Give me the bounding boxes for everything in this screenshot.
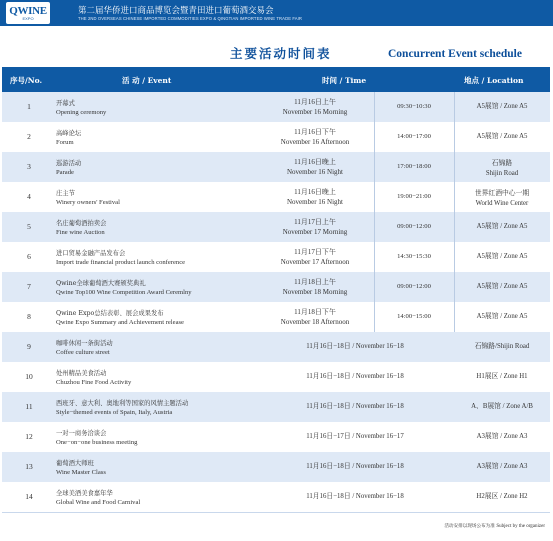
event-date-cn: 11月18日上午 [294, 278, 336, 286]
row-number: 7 [27, 282, 31, 291]
location-cell [454, 122, 550, 152]
row-number: 2 [27, 132, 31, 141]
date-cell [256, 278, 374, 297]
event-date-en: November 18 Morning [282, 287, 348, 296]
event-name-cn: 名庄葡萄酒拍卖会 [56, 220, 107, 227]
event-name-en: Style−themed events of Spain, Italy, Austria [56, 409, 173, 416]
event-name-cn: 开幕式 [56, 100, 75, 107]
location-divider [454, 92, 455, 332]
qwine-logo [6, 2, 50, 24]
event-date-range: 11月16日−18日 / November 16−18 [306, 493, 404, 500]
event-cell [56, 309, 256, 327]
event-cell [56, 99, 256, 117]
page-title-en: Concurrent Event schedule [388, 48, 522, 60]
event-name-cn: Qwine Expo总结表彰、展会成果发布 [56, 310, 164, 317]
event-cell [56, 339, 256, 357]
location-cell [454, 332, 550, 362]
location-cell [454, 392, 550, 422]
event-cell [56, 489, 256, 507]
event-date-cn: 11月18日下午 [294, 308, 336, 316]
event-name-en: Coffee culture street [56, 349, 110, 356]
row-number: 12 [25, 432, 33, 441]
time-divider [374, 92, 375, 332]
event-time: 09:00−12:00 [397, 223, 431, 230]
location-cell [454, 152, 550, 182]
row-number: 4 [27, 192, 31, 201]
event-location: A、B展馆 / Zone A/B [471, 403, 533, 410]
event-name-en: Wine Master Class [56, 469, 106, 476]
event-location: A5展馆 / Zone A5 [476, 133, 528, 140]
event-location: A5展馆 / Zone A5 [476, 103, 528, 110]
table-row [2, 242, 550, 272]
table-row [2, 272, 550, 302]
location-cell [454, 422, 550, 452]
row-number: 5 [27, 222, 31, 231]
footer-note [444, 523, 545, 529]
date-cell [256, 218, 374, 237]
event-location-en: Shijin Road [485, 169, 519, 177]
row-number: 6 [27, 252, 31, 261]
event-date-range: 11月16日−17日 / November 16−17 [306, 433, 404, 440]
event-name-cn: 高峰论坛 [56, 130, 82, 137]
row-number: 13 [25, 462, 33, 471]
location-cell [454, 272, 550, 302]
event-date-en: November 18 Afternoon [280, 317, 350, 326]
event-date-en: November 17 Morning [282, 227, 348, 236]
event-cell [56, 219, 256, 237]
header-time: 时间 / Time [322, 76, 367, 85]
event-time: 17:00−18:00 [397, 163, 431, 170]
event-location: H2展区 / Zone H2 [476, 493, 528, 500]
event-date-range: 11月16日−18日 / November 16−18 [306, 403, 404, 410]
date-cell [256, 188, 374, 207]
row-number: 14 [25, 492, 33, 501]
event-cell [56, 129, 256, 147]
table-row [2, 122, 550, 152]
row-number: 1 [27, 102, 31, 111]
footer-note-en: Subject by the organizer [496, 524, 545, 529]
banner-title-en: THE 2ND OVERSEAS CHINESE IMPORTED COMMODITIES EXPO & QINGTIAN IMPORTED WINE TRADE FAIR [78, 16, 303, 21]
row-divider [2, 512, 550, 513]
event-date-range: 11月16日−18日 / November 16−18 [306, 373, 404, 380]
event-location-cn: 石锦路 [491, 160, 513, 167]
event-name-en: Global Wine and Food Carnival [56, 499, 141, 506]
date-cell [256, 98, 374, 117]
header-location: 地点 / Location [464, 76, 524, 85]
location-cell [454, 452, 550, 482]
row-number: 8 [27, 312, 31, 321]
table-row [2, 152, 550, 182]
header-no: 序号/No. [10, 76, 43, 85]
page-title-cn: 主要活动时间表 [230, 46, 332, 61]
event-name-en: Opening ceremony [56, 109, 107, 116]
location-cell [454, 482, 550, 512]
row-number: 11 [25, 402, 33, 411]
event-date-en: November 16 Afternoon [280, 137, 350, 146]
event-date-cn: 11月16日晚上 [294, 158, 336, 166]
event-schedule-table [2, 67, 550, 515]
event-name-cn: 全球美酒美食嘉年华 [56, 490, 113, 497]
event-name-en: Parade [56, 169, 74, 176]
event-name-cn: 处州精品美食活动 [56, 370, 107, 377]
event-location: A3展馆 / Zone A3 [476, 463, 528, 470]
top-banner [0, 0, 553, 26]
date-cell [256, 128, 374, 147]
event-date-en: November 16 Night [287, 197, 343, 206]
location-cell [454, 242, 550, 272]
event-date-en: November 17 Afternoon [280, 257, 350, 266]
date-cell [256, 308, 374, 327]
date-cell [256, 248, 374, 267]
event-cell [56, 459, 256, 477]
event-location: A5展馆 / Zone A5 [476, 223, 528, 230]
event-location: A5展馆 / Zone A5 [476, 253, 528, 260]
event-name-cn: 葡萄酒大师班 [56, 460, 94, 467]
row-number: 3 [27, 162, 31, 171]
event-date-cn: 11月16日上午 [294, 98, 336, 106]
event-name-en: Qwine Top100 Wine Competition Award Ceremlny [56, 289, 192, 296]
location-cell [454, 302, 550, 332]
event-cell [56, 279, 256, 297]
event-date-en: November 16 Morning [282, 107, 348, 116]
event-location: A5展馆 / Zone A5 [476, 313, 528, 320]
table-row [2, 182, 550, 212]
event-date-range: 11月16日−18日 / November 16−18 [306, 463, 404, 470]
event-name-cn: 进口贸易金融产品发布会 [56, 250, 126, 257]
footer-note-cn: 活动安排以现场公布为准 [444, 524, 495, 529]
event-location: 石锦路/Shijin Road [474, 343, 530, 350]
event-date-en: November 16 Night [287, 167, 343, 176]
event-time: 09:30−10:30 [397, 103, 431, 110]
event-time: 14:00−15:00 [397, 313, 431, 320]
event-name-cn: 庄主节 [56, 190, 75, 197]
event-name-en: Qwine Expo Summary and Achievement release [56, 319, 184, 326]
event-date-cn: 11月16日晚上 [294, 188, 336, 196]
date-cell [256, 158, 374, 177]
event-name-en: Chuzhou Fine Food Activity [56, 379, 132, 386]
logo-subtext: EXPO [22, 16, 34, 21]
event-cell [56, 159, 256, 177]
event-cell [56, 189, 256, 207]
event-name-en: Winery owners' Festival [56, 199, 120, 206]
event-date-range: 11月16日−18日 / November 16−18 [306, 343, 404, 350]
location-cell [454, 362, 550, 392]
event-date-cn: 11月17日上午 [294, 218, 336, 226]
event-name-en: Import trade financial product launch conference [56, 259, 186, 266]
table-row [2, 422, 550, 452]
event-name-cn: 一对一商务洽谈会 [56, 430, 107, 437]
logo-text: QWINE [9, 5, 47, 17]
table-header [2, 67, 550, 92]
table-row [2, 362, 550, 392]
event-name-cn: 巡游活动 [56, 160, 82, 167]
event-cell [56, 429, 256, 447]
event-date-cn: 11月16日下午 [294, 128, 336, 136]
event-name-en: Forum [56, 139, 74, 146]
location-cell [454, 92, 550, 122]
location-cell [454, 182, 550, 212]
table-row [2, 452, 550, 482]
table-row [2, 302, 550, 332]
event-location-en: World Wine Center [475, 199, 529, 207]
event-location: A3展馆 / Zone A3 [476, 433, 528, 440]
location-cell [454, 212, 550, 242]
header-event: 活 动 / Event [122, 76, 172, 85]
event-name-cn: 咖啡休闲一条街活动 [56, 340, 113, 347]
banner-title-cn: 第二届华侨进口商品博览会暨青田进口葡萄酒交易会 [78, 6, 274, 16]
event-name-en: One−on−one business meeting [56, 439, 138, 446]
event-time: 09:00−12:00 [397, 283, 431, 290]
event-cell [56, 399, 256, 417]
table-row [2, 392, 550, 422]
table-row [2, 482, 550, 512]
event-location-cn: 世界红酒中心一期 [474, 190, 530, 197]
event-cell [56, 249, 256, 267]
event-name-cn: Qwine全球葡萄酒大赛颁奖典礼 [56, 280, 146, 287]
event-name-cn: 西班牙、意大利、奥地利等国家的风情主题活动 [56, 400, 189, 407]
table-row [2, 332, 550, 362]
event-time: 14:00−17:00 [397, 133, 431, 140]
event-location: A5展馆 / Zone A5 [476, 283, 528, 290]
table-row [2, 212, 550, 242]
event-name-en: Fine wine Auction [56, 229, 105, 236]
row-number: 9 [27, 342, 31, 351]
event-time: 19:00−21:00 [397, 193, 431, 200]
event-location: H1展区 / Zone H1 [476, 373, 528, 380]
event-cell [56, 369, 256, 387]
row-number: 10 [25, 372, 33, 381]
table-row [2, 92, 550, 122]
event-date-cn: 11月17日下午 [294, 248, 336, 256]
event-time: 14:30−15:30 [397, 253, 431, 260]
